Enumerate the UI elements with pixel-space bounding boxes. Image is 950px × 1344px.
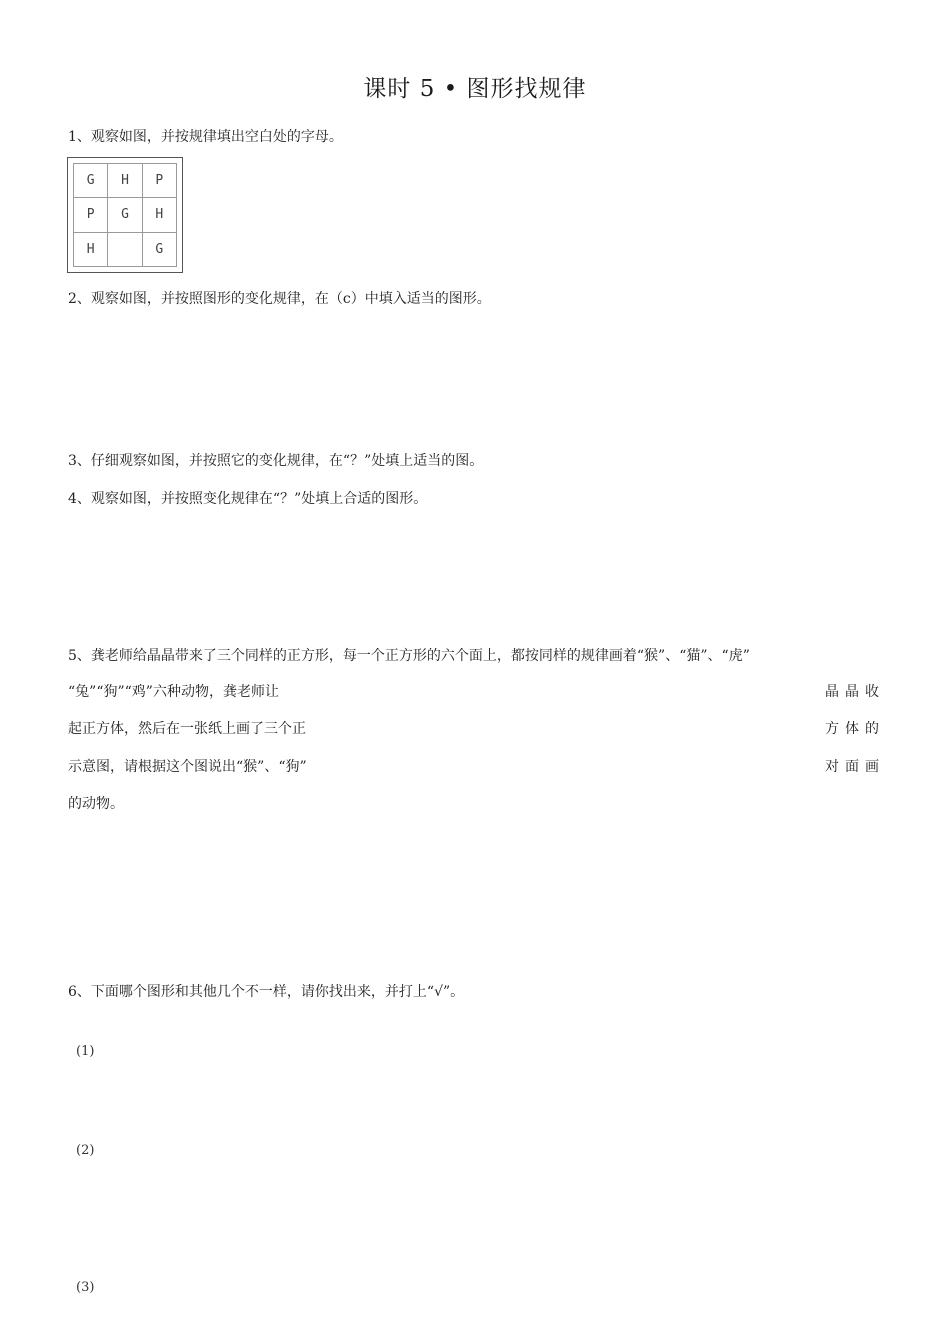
question-5-line-3-right: 方体的 — [825, 721, 885, 737]
grid-cell: G — [142, 232, 176, 266]
question-5-line-4-right: 对面画 — [825, 759, 885, 775]
question-1: 1、观察如图，并按规律填出空白处的字母。 — [68, 129, 343, 145]
question-4: 4、观察如图，并按照变化规律在“？”处填上合适的图形。 — [68, 491, 428, 507]
grid-row — [74, 232, 177, 266]
grid-cell-blank[interactable] — [108, 232, 142, 266]
grid-cell: G — [74, 164, 108, 198]
letter-grid — [67, 157, 183, 273]
question-5-line-1: 5、龚老师给晶晶带来了三个同样的正方形，每一个正方形的六个面上，都按同样的规律画着“猴”、“猫”、“虎” — [68, 648, 750, 664]
question-6-part-1: (1) — [76, 1044, 95, 1059]
question-3: 3、仔细观察如图，并按照它的变化规律，在“？”处填上适当的图。 — [68, 453, 484, 469]
grid-row — [74, 164, 177, 198]
grid-cell: H — [142, 198, 176, 232]
question-6: 6、下面哪个图形和其他几个不一样，请你找出来，并打上“√”。 — [68, 984, 465, 1000]
letter-grid-table — [73, 163, 177, 267]
question-5-line-5: 的动物。 — [68, 796, 124, 812]
question-5-line-2-left: “兔”“狗”“鸡”六种动物，龚老师让 — [68, 684, 279, 700]
grid-cell: P — [74, 198, 108, 232]
question-6-part-3: (3) — [76, 1280, 95, 1295]
question-5-line-3-left: 起正方体，然后在一张纸上画了三个正 — [68, 721, 306, 737]
question-5-line-4-left: 示意图，请根据这个图说出“猴”、“狗” — [68, 759, 307, 775]
grid-cell: H — [74, 232, 108, 266]
question-2: 2、观察如图，并按照图形的变化规律，在（c）中填入适当的图形。 — [68, 291, 491, 307]
grid-cell: P — [142, 164, 176, 198]
question-6-part-2: (2) — [76, 1143, 95, 1158]
grid-cell: G — [108, 198, 142, 232]
question-5-line-2-right: 晶晶收 — [825, 684, 885, 700]
grid-cell: H — [108, 164, 142, 198]
grid-row — [74, 198, 177, 232]
page-title: 课时 5 • 图形找规律 — [363, 76, 587, 102]
